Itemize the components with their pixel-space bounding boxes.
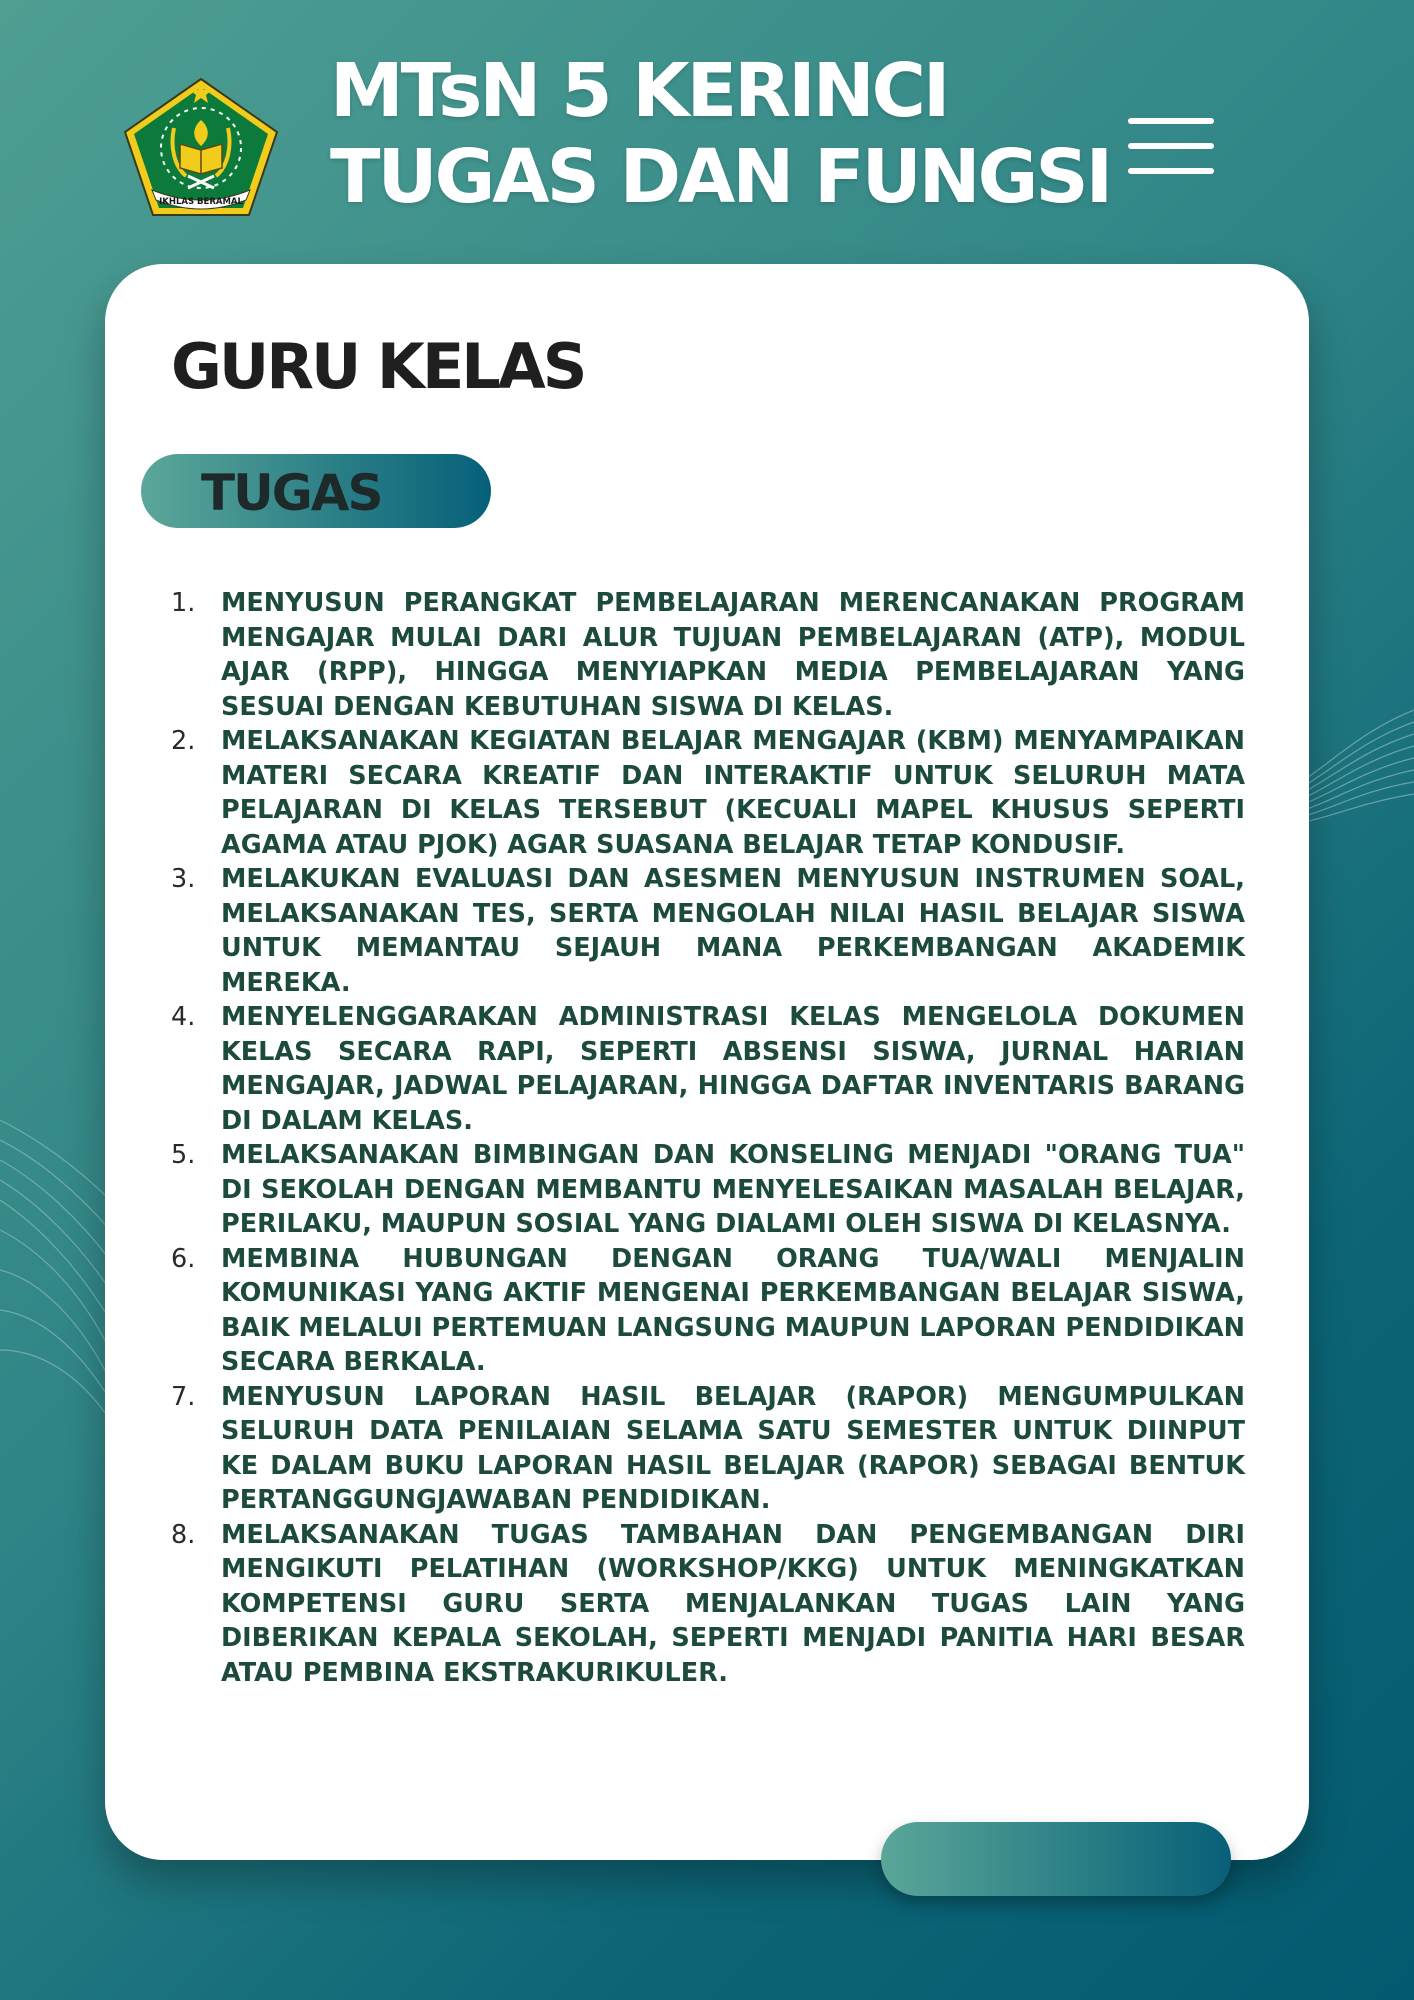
decorative-wave-lines-right bbox=[1304, 690, 1414, 840]
task-text: MELAKUKAN EVALUASI DAN ASESMEN MENYUSUN INSTRUMEN SOAL, MELAKSANAKAN TES, SERTA MENGOLAH NILAI HASIL BELAJAR SISWA UNTUK MEMANTAU SEJAUH MANA PERKEMBANGAN AKADEMIK MEREKA. bbox=[221, 864, 1245, 998]
menu-bar bbox=[1128, 168, 1214, 174]
task-item bbox=[171, 1242, 1245, 1380]
menu-bar bbox=[1128, 118, 1214, 124]
svg-text:IKHLAS BERAMAL: IKHLAS BERAMAL bbox=[159, 197, 243, 207]
task-item bbox=[171, 1000, 1245, 1138]
menu-bar bbox=[1128, 143, 1214, 149]
task-number: 2. bbox=[171, 726, 196, 756]
task-item bbox=[171, 862, 1245, 1000]
task-number: 3. bbox=[171, 864, 196, 894]
task-item bbox=[171, 724, 1245, 862]
task-number: 4. bbox=[171, 1002, 196, 1032]
title-line-topic: TUGAS DAN FUNGSI bbox=[330, 134, 1111, 220]
task-number: 8. bbox=[171, 1519, 196, 1550]
page-title bbox=[330, 48, 1111, 220]
task-number: 1. bbox=[171, 588, 196, 618]
ministry-emblem-icon bbox=[122, 76, 280, 218]
decorative-wave-lines-left bbox=[0, 1100, 110, 1430]
task-item bbox=[171, 1138, 1245, 1242]
task-number: 7. bbox=[171, 1381, 196, 1412]
task-text: MENYELENGGARAKAN ADMINISTRASI KELAS MENGELOLA DOKUMEN KELAS SECARA RAPI, SEPERTI ABSENSI SISWA, JURNAL HARIAN MENGAJAR, JADWAL PELAJARAN, HINGGA DAFTAR INVENTARIS BARANG DI DALAM KELAS. bbox=[221, 1002, 1245, 1136]
task-text: MEMBINA HUBUNGAN DENGAN ORANG TUA/WALI MENJALIN KOMUNIKASI YANG AKTIF MENGENAI PERKEMBANGAN BELAJAR SISWA, BAIK MELALUI PERTEMUAN LANGSUNG MAUPUN LAPORAN PENDIDIKAN SECARA BERKALA. bbox=[221, 1243, 1245, 1377]
task-list bbox=[171, 586, 1245, 1690]
task-text: MENYUSUN LAPORAN HASIL BELAJAR (RAPOR) MENGUMPULKAN SELURUH DATA PENILAIAN SELAMA SATU SEMESTER UNTUK DIINPUT KE DALAM BUKU LAPORAN HASIL BELAJAR (RAPOR) SEBAGAI BENTUK PERTANGGUNGJAWABAN PENDIDIKAN. bbox=[221, 1381, 1245, 1515]
content-card bbox=[105, 264, 1309, 1860]
task-number: 6. bbox=[171, 1243, 196, 1274]
hamburger-menu-icon[interactable] bbox=[1128, 114, 1216, 178]
task-item bbox=[171, 1518, 1245, 1691]
card-title: GURU KELAS bbox=[171, 330, 585, 403]
task-item bbox=[171, 1380, 1245, 1518]
section-label: TUGAS bbox=[201, 464, 382, 522]
task-text: MELAKSANAKAN BIMBINGAN DAN KONSELING MENJADI "ORANG TUA" DI SEKOLAH DENGAN MEMBANTU MENYELESAIKAN MASALAH BELAJAR, PERILAKU, MAUPUN SOSIAL YANG DIALAMI OLEH SISWA DI KELASNYA. bbox=[221, 1140, 1245, 1239]
task-item bbox=[171, 586, 1245, 724]
task-text: MELAKSANAKAN TUGAS TAMBAHAN DAN PENGEMBANGAN DIRI MENGIKUTI PELATIHAN (WORKSHOP/KKG) UNTUK MENINGKATKAN KOMPETENSI GURU SERTA MENJALANKAN TUGAS LAIN YANG DIBERIKAN KEPALA SEKOLAH, SEPERTI MENJADI PANITIA HARI BESAR ATAU PEMBINA EKSTRAKURIKULER. bbox=[221, 1519, 1245, 1688]
task-text: MENYUSUN PERANGKAT PEMBELAJARAN MERENCANAKAN PROGRAM MENGAJAR MULAI DARI ALUR TUJUAN PEMBELAJARAN (ATP), MODUL AJAR (RPP), HINGGA MENYIAPKAN MEDIA PEMBELAJARAN YANG SESUAI DENGAN KEBUTUHAN SISWA DI KELAS. bbox=[221, 588, 1245, 722]
task-text: MELAKSANAKAN KEGIATAN BELAJAR MENGAJAR (KBM) MENYAMPAIKAN MATERI SECARA KREATIF DAN INTERAKTIF UNTUK SELURUH MATA PELAJARAN DI KELAS TERSEBUT (KECUALI MAPEL KHUSUS SEPERTI AGAMA ATAU PJOK) AGAR SUASANA BELAJAR TETAP KONDUSIF. bbox=[221, 726, 1245, 860]
task-number: 5. bbox=[171, 1140, 196, 1170]
decorative-pill-bottom bbox=[881, 1822, 1231, 1896]
title-line-school: MTsN 5 KERINCI bbox=[330, 48, 948, 134]
section-label-pill bbox=[141, 454, 491, 528]
